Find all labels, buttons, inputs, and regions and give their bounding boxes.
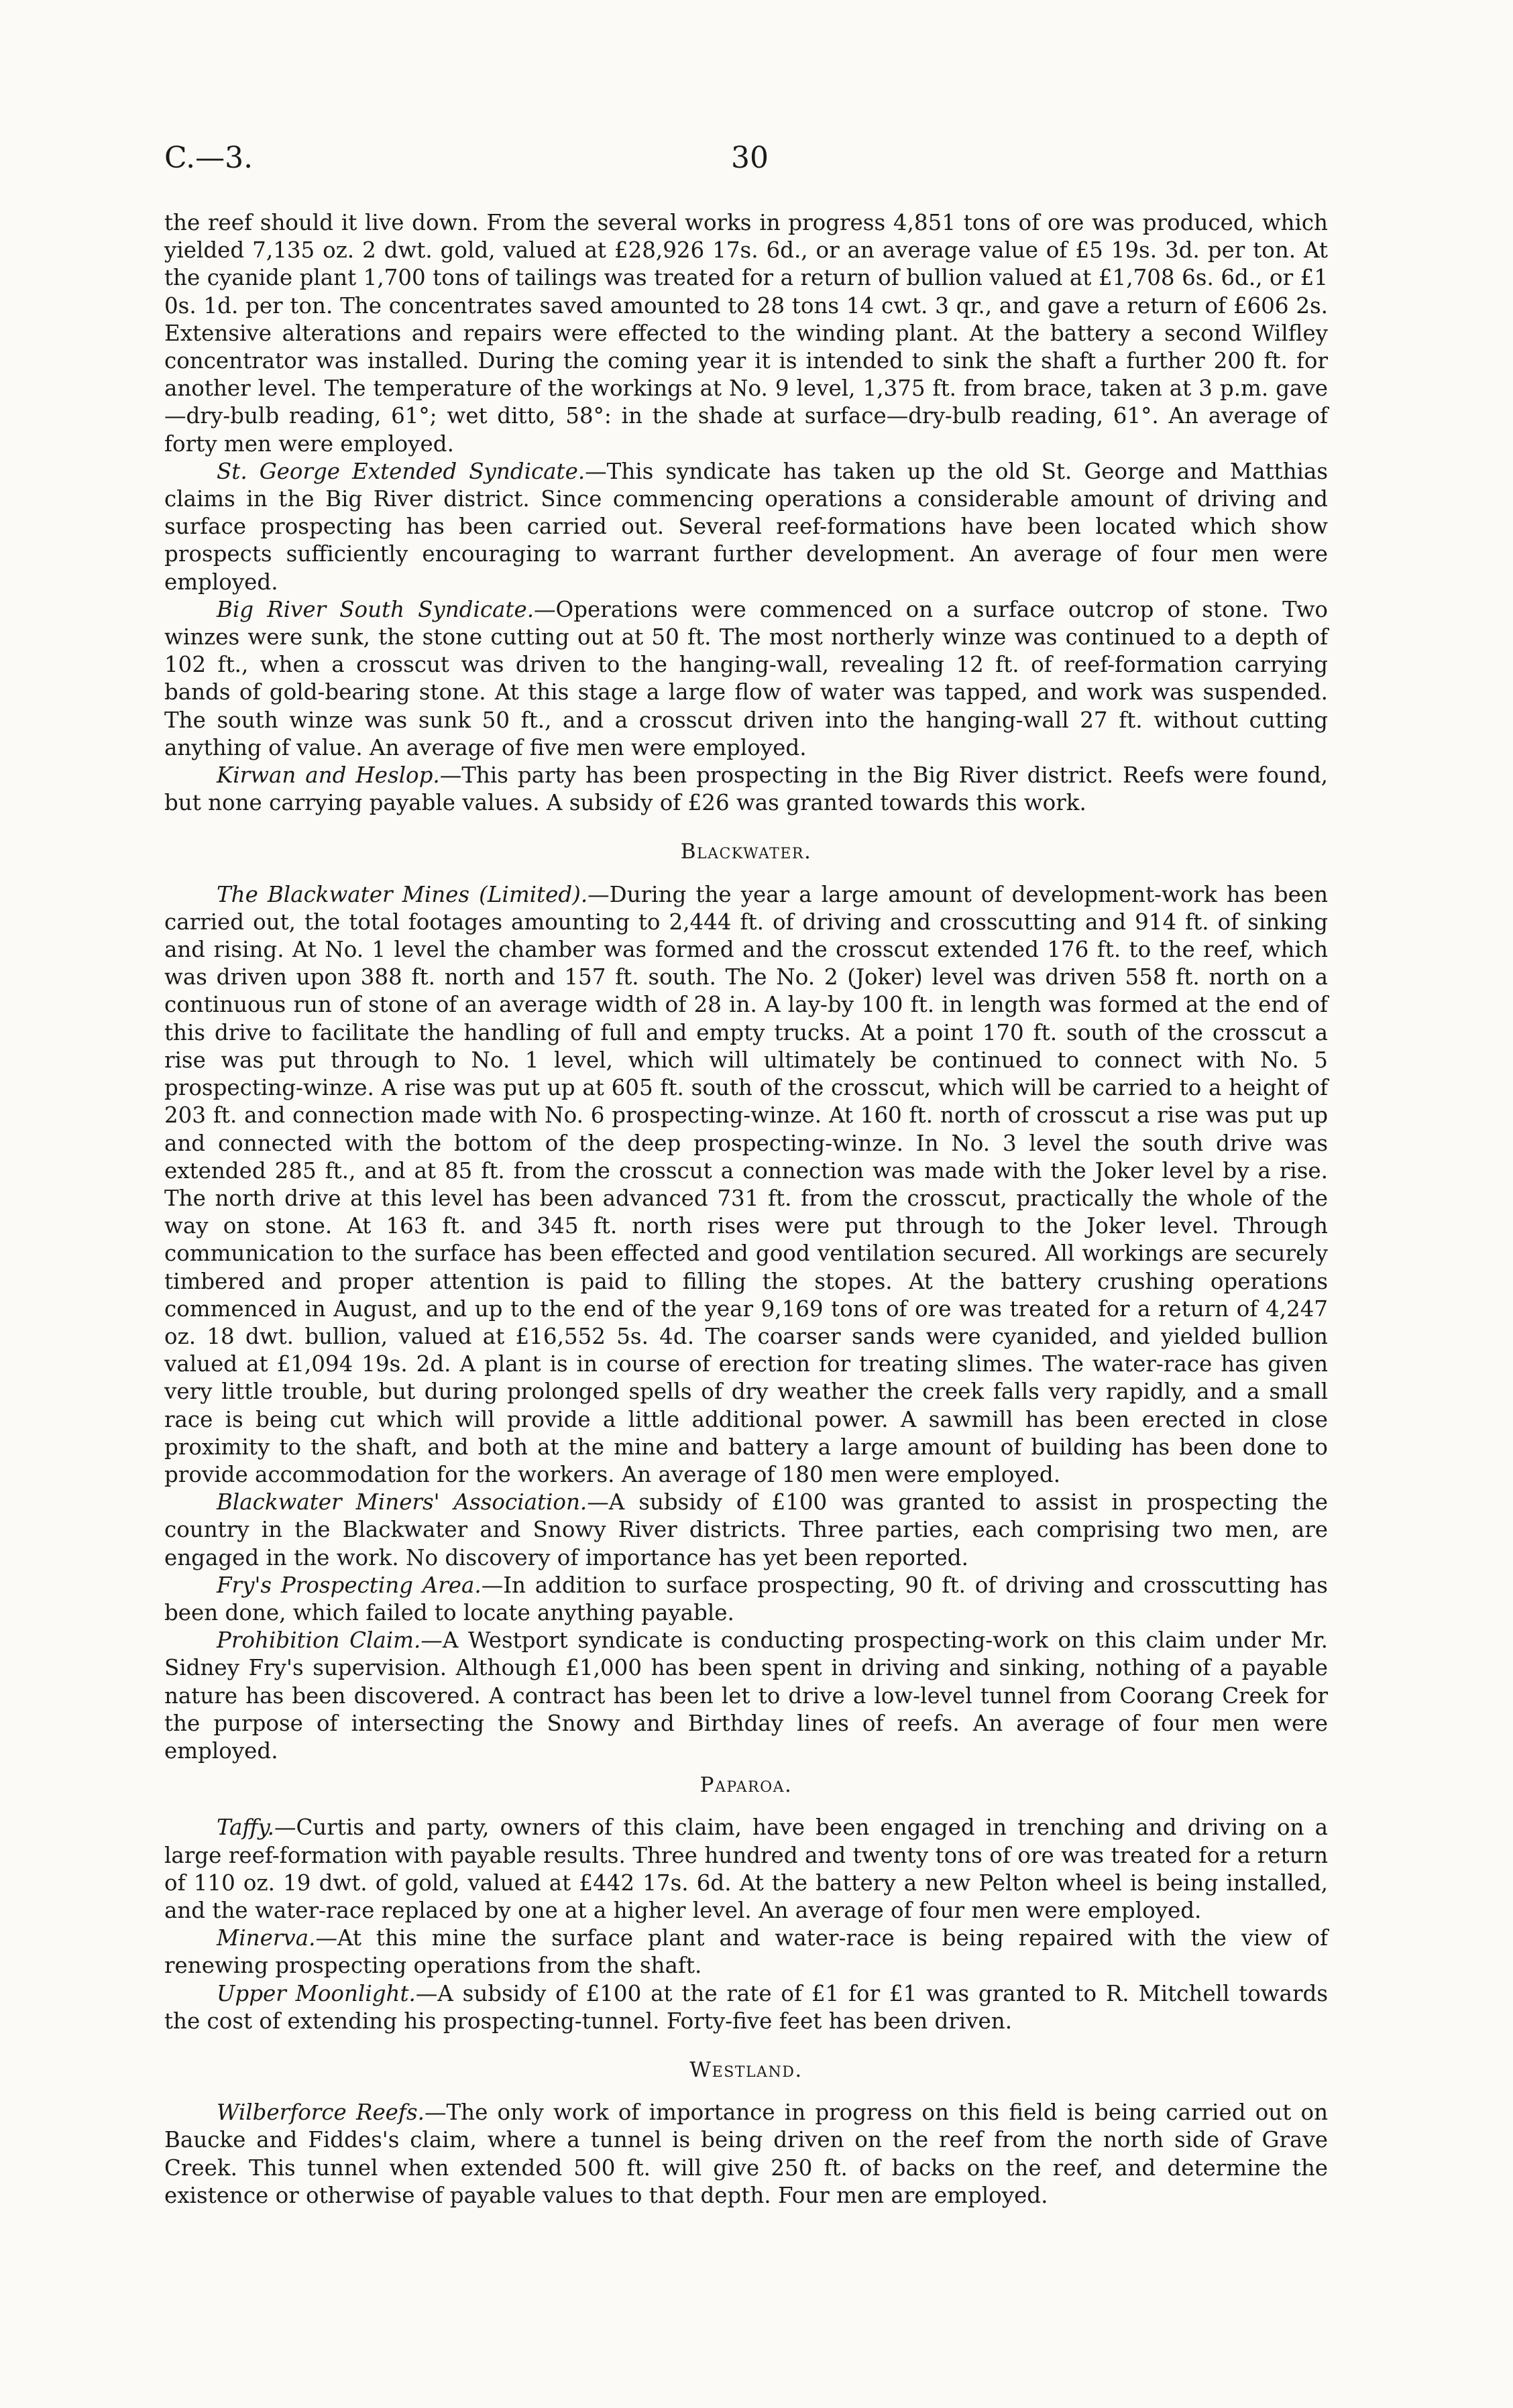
paragraph-lead: Taffy.	[217, 1815, 274, 1841]
paragraph-text: —This syndicate has taken up the old St. George and Matthias claims in the Big River district. Since commencing operations a considerable amount of driving and surface prospecting has been carried out. Several reef-formations have been located which show prospects sufficiently encouraging to warrant further development. An average of four men were employed.	[164, 458, 1328, 595]
paragraph	[164, 1572, 1328, 1627]
paparoa-section	[164, 1814, 1328, 2035]
paragraph	[164, 881, 1328, 1489]
paragraph	[164, 762, 1328, 817]
paragraph	[164, 1814, 1328, 1925]
paragraph-lead: The Blackwater Mines (Limited).	[217, 881, 588, 907]
paragraph	[164, 2099, 1328, 2210]
paragraph-lead: Wilberforce Reefs.	[217, 2100, 425, 2126]
section-heading-westland: Westland.	[689, 2058, 803, 2082]
paragraph	[164, 1980, 1328, 2035]
paragraph	[164, 1627, 1328, 1765]
blackwater-section	[164, 881, 1328, 1766]
paragraph-lead: Prohibition Claim.	[217, 1627, 421, 1654]
paragraph-lead: Fry's Prospecting Area.	[217, 1572, 482, 1598]
page-header	[164, 141, 1304, 181]
section-heading-paparoa: Paparoa.	[699, 1773, 793, 1798]
paragraph-lead: Upper Moonlight.	[217, 1980, 416, 2006]
paragraph-lead: Kirwan and Heslop.	[217, 762, 440, 789]
paragraph-text: —A Westport syndicate is conducting prospecting-work on this claim under Mr. Sidney Fry's supervision. Although £1,000 has been spent in driving and sinking, nothing of a payable nature has been discovered. A contract has been let to drive a low-level tunnel from Coorang Creek for the purpose of intersecting the Snowy and Birthday lines of reefs. An average of four men were employed.	[164, 1627, 1328, 1764]
westland-section	[164, 2099, 1328, 2210]
paragraph-text: —A subsidy of £100 at the rate of £1 for £1 was granted to R. Mitchell towards the cost of extending his prospecting-tunnel. Forty-five feet has been driven.	[164, 1980, 1328, 2034]
paragraph-text: —During the year a large amount of development-work has been carried out, the total footages amounting to 2,444 ft. of driving and crosscutting and 914 ft. of sinking and rising. At No. 1 level the chamber was formed and the crosscut extended 176 ft. to the reef, which was driven upon 388 ft. north and 157 ft. south. The No. 2 (Joker) level was driven 558 ft. north on a continuous run of stone of an average width of 28 in. A lay-by 100 ft. in length was formed at the end of this drive to facilitate the handling of full and empty trucks. At a point 170 ft. south of the crosscut a rise was put through to No. 1 level, which will ultimately be continued to connect with No. 5 prospecting-winze. A rise was put up at 605 ft. south of the crosscut, which will be carried to a height of 203 ft. and connection made with No. 6 prospecting-winze. At 160 ft. north of crosscut a rise was put up and connected with the bottom of the deep prospecting-winze. In No. 3 level the south drive was extended 285 ft., and at 85 ft. from the crosscut a connection was made with the Joker level by a rise. The north drive at this level has been advanced 731 ft. from the crosscut, practically the whole of the way on stone. At 163 ft. and 345 ft. north rises were put through to the Joker level. Through communication to the surface has been effected and good ventilation secured. All workings are securely timbered and proper attention is paid to filling the stopes. At the battery crushing operations commenced in August, and up to the end of the year 9,169 tons of ore was treated for a return of 4,247 oz. 18 dwt. bullion, valued at £16,552 5s. 4d. The coarser sands were cyanided, and yielded bullion valued at £1,094 19s. 2d. A plant is in course of erection for treating slimes. The water-race has given very little trouble, but during prolonged spells of dry weather the creek falls very rapidly, and a small race is being cut which will provide a little additional power. A sawmill has been erected in close proximity to the shaft, and both at the mine and battery a large amount of building has been done to provide accommodation for the workers. An average of 180 men were employed.	[164, 881, 1328, 1487]
paragraph-text: —At this mine the surface plant and water-race is being repaired with the view of renewing prospecting operations from the shaft.	[164, 1925, 1328, 1979]
continued-paragraph: the reef should it live down. From the several works in progress 4,851 tons of ore was produced, which yielded 7,135 oz. 2 dwt. gold, valued at £28,926 17s. 6d., or an average value of £5 19s. 3d. per ton. At the cyanide plant 1,700 tons of tailings was treated for a return of bullion valued at £1,708 6s. 6d., or £1 0s. 1d. per ton. The concentrates saved amounted to 28 tons 14 cwt. 3 qr., and gave a return of £606 2s. Extensive alterations and repairs were effected to the winding plant. At the battery a second Wilfley concentrator was installed. During the coming year it is intended to sink the shaft a further 200 ft. for another level. The temperature of the workings at No. 9 level, 1,375 ft. from brace, taken at 3 p.m. gave—dry-bulb reading, 61°; wet ditto, 58°: in the shade at surface—dry-bulb reading, 61°. An average of forty men were employed.	[164, 210, 1328, 457]
paragraph-lead: Blackwater Miners' Association.	[217, 1489, 587, 1515]
paragraph-lead: Minerva.	[217, 1925, 316, 1951]
paragraph	[164, 596, 1328, 762]
paragraph-text: —Curtis and party, owners of this claim, have been engaged in trenching and driving on a large reef-formation with payable results. Three hundred and twenty tons of ore was treated for a return of 110 oz. 19 dwt. of gold, valued at £442 17s. 6d. At the battery a new Pelton wheel is being installed, and the water-race replaced by one at a higher level. An average of four men were employed.	[164, 1815, 1328, 1923]
paragraph	[164, 1489, 1328, 1572]
paragraph-lead: Big River South Syndicate.	[217, 596, 535, 622]
big-river-section	[164, 458, 1328, 817]
paragraph-text: —A subsidy of £100 was granted to assist in prospecting the country in the Blackwater and Snowy River districts. Three parties, each comprising two men, are engaged in the work. No discovery of importance has yet been reported.	[164, 1489, 1329, 1570]
report-body	[164, 209, 1328, 2210]
document-reference: C.—3.	[164, 141, 254, 175]
paragraph-text: —This party has been prospecting in the Big River district. Reefs were found, but none carrying payable values. A subsidy of £26 was granted towards this work.	[164, 762, 1328, 816]
section-heading-blackwater: Blackwater.	[680, 840, 812, 864]
page-number: 30	[731, 141, 769, 175]
paragraph-text: —Operations were commenced on a surface outcrop of stone. Two winzes were sunk, the stone cutting out at 50 ft. The most northerly winze was continued to a depth of 102 ft., when a crosscut was driven to the hanging-wall, revealing 12 ft. of reef-formation carrying bands of gold-bearing stone. At this stage a large flow of water was tapped, and work was suspended. The south winze was sunk 50 ft., and a crosscut driven into the hanging-wall 27 ft. without cutting anything of value. An average of five men were employed.	[164, 596, 1328, 760]
paragraph-lead: St. George Extended Syndicate.	[217, 458, 585, 484]
paragraph	[164, 1925, 1328, 1980]
paragraph	[164, 458, 1328, 596]
paragraph-text: —In addition to surface prospecting, 90 ft. of driving and crosscutting has been done, which failed to locate anything payable.	[164, 1572, 1328, 1625]
paragraph-text: —The only work of importance in progress on this field is being carried out on Baucke and Fiddes's claim, where a tunnel is being driven on the reef from the north side of Grave Creek. This tunnel when extended 500 ft. will give 250 ft. of backs on the reef, and determine the existence or otherwise of payable values to that depth. Four men are employed.	[164, 2100, 1328, 2208]
